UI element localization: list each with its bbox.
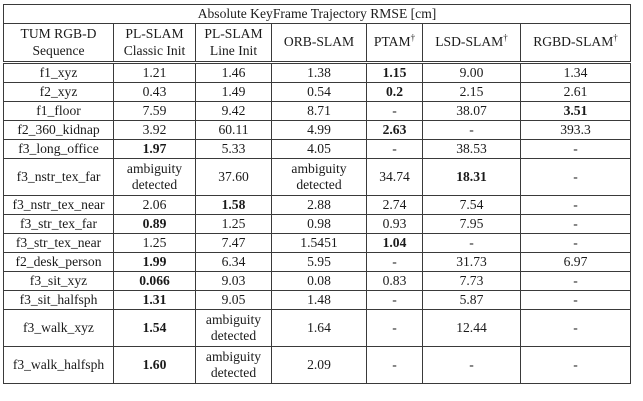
rmse-value: 38.53 xyxy=(456,141,487,156)
rmse-value: 2.09 xyxy=(307,357,331,372)
rmse-cell xyxy=(521,347,631,384)
rmse-value: 8.71 xyxy=(307,103,331,118)
table-row xyxy=(4,121,631,140)
rmse-value: 4.99 xyxy=(307,122,331,137)
table-header-row xyxy=(4,24,631,63)
sequence-name: f3_sit_halfsph xyxy=(4,291,114,310)
rmse-cell xyxy=(114,253,196,272)
sequence-name: f3_walk_halfsph xyxy=(4,347,114,384)
rmse-cell xyxy=(196,291,272,310)
rmse-value: 0.54 xyxy=(307,84,331,99)
rmse-cell xyxy=(423,196,521,215)
rmse-value: 1.60 xyxy=(142,357,167,372)
rmse-cell xyxy=(521,83,631,102)
table-title: Absolute KeyFrame Trajectory RMSE [cm] xyxy=(4,5,631,24)
column-header-line1: TUM RGB-D xyxy=(20,26,97,41)
rmse-cell xyxy=(521,159,631,196)
rmse-cell xyxy=(423,272,521,291)
rmse-value: 9.42 xyxy=(221,103,246,118)
rmse-cell xyxy=(272,234,367,253)
column-header-line1: LSD-SLAM xyxy=(435,34,504,50)
rmse-cell xyxy=(367,63,423,83)
rmse-value: 1.34 xyxy=(563,65,588,80)
rmse-cell xyxy=(114,121,196,140)
sequence-name: f2_desk_person xyxy=(4,253,114,272)
rmse-cell xyxy=(521,253,631,272)
rmse-cell xyxy=(423,102,521,121)
rmse-value: 37.60 xyxy=(218,169,249,184)
rmse-value: ambiguity xyxy=(291,161,347,176)
rmse-value: 2.74 xyxy=(382,197,407,212)
rmse-value: 0.066 xyxy=(139,273,170,288)
rmse-cell xyxy=(521,291,631,310)
rmse-cell xyxy=(423,140,521,159)
rmse-value: 60.11 xyxy=(218,122,249,137)
sequence-name: f2_xyz xyxy=(4,83,114,102)
rmse-value-line2: detected xyxy=(296,177,342,192)
sequence-name: f3_str_tex_near xyxy=(4,234,114,253)
rmse-cell xyxy=(423,121,521,140)
rmse-value: 1.54 xyxy=(142,320,167,335)
sequence-name: f3_sit_xyz xyxy=(4,272,114,291)
rmse-cell xyxy=(196,215,272,234)
rmse-value: 7.47 xyxy=(221,235,246,250)
rmse-value: 3.51 xyxy=(563,103,588,118)
rmse-value: 2.06 xyxy=(142,197,167,212)
rmse-cell xyxy=(423,310,521,347)
table-title-row xyxy=(4,5,631,24)
rmse-cell xyxy=(521,196,631,215)
rmse-value: 1.25 xyxy=(142,235,167,250)
sequence-name: f3_long_office xyxy=(4,140,114,159)
rmse-value: - xyxy=(573,320,578,335)
rmse-cell xyxy=(367,159,423,196)
rmse-table xyxy=(3,4,631,384)
rmse-cell xyxy=(196,102,272,121)
rmse-cell xyxy=(114,159,196,196)
rmse-value: 1.99 xyxy=(142,254,167,269)
table-row xyxy=(4,234,631,253)
rmse-cell xyxy=(521,63,631,83)
column-header-line2: Line Init xyxy=(209,42,258,58)
column-header-pl-slam-classic-init xyxy=(114,24,196,63)
rmse-cell xyxy=(272,121,367,140)
rmse-value: 2.63 xyxy=(382,122,407,137)
table-row xyxy=(4,83,631,102)
rmse-value: 9.03 xyxy=(221,273,246,288)
table-row xyxy=(4,140,631,159)
column-header-line1: PL-SLAM xyxy=(204,26,263,41)
rmse-cell xyxy=(521,215,631,234)
rmse-cell xyxy=(114,102,196,121)
rmse-cell xyxy=(114,140,196,159)
rmse-value: 1.25 xyxy=(221,216,246,231)
rmse-value: - xyxy=(573,357,578,372)
rmse-value: 31.73 xyxy=(456,254,487,269)
rmse-value: 1.58 xyxy=(221,197,246,212)
rmse-cell xyxy=(521,272,631,291)
rmse-value: 12.44 xyxy=(456,320,487,335)
rmse-cell xyxy=(272,140,367,159)
table-row xyxy=(4,215,631,234)
table-row xyxy=(4,63,631,83)
rmse-cell xyxy=(272,310,367,347)
rmse-cell xyxy=(196,347,272,384)
rmse-value: - xyxy=(392,357,397,372)
dagger-mark: † xyxy=(503,32,508,43)
column-header-line1: ORB-SLAM xyxy=(283,34,355,50)
rmse-value: 1.15 xyxy=(382,65,407,80)
rmse-cell xyxy=(521,310,631,347)
rmse-cell xyxy=(521,102,631,121)
rmse-cell xyxy=(272,83,367,102)
rmse-value: 5.87 xyxy=(459,292,484,307)
rmse-cell xyxy=(423,83,521,102)
rmse-value: - xyxy=(392,292,397,307)
rmse-value: 5.33 xyxy=(221,141,246,156)
rmse-cell xyxy=(196,310,272,347)
rmse-cell xyxy=(196,159,272,196)
sequence-name: f1_floor xyxy=(4,102,114,121)
rmse-value: 1.5451 xyxy=(300,235,338,250)
rmse-value: 1.21 xyxy=(142,65,167,80)
sequence-name: f3_nstr_tex_far xyxy=(4,159,114,196)
rmse-value: - xyxy=(573,216,578,231)
column-header-tum-rgb-d-sequence xyxy=(4,24,114,63)
rmse-cell xyxy=(423,215,521,234)
dagger-mark: † xyxy=(613,32,618,43)
column-header-line1: PTAM xyxy=(373,34,411,50)
rmse-cell xyxy=(367,291,423,310)
rmse-value: 4.05 xyxy=(307,141,331,156)
rmse-value: 7.95 xyxy=(459,216,484,231)
column-header-ptam xyxy=(367,24,423,63)
rmse-value: 393.3 xyxy=(560,122,591,137)
column-header-line1: PL-SLAM xyxy=(125,26,184,41)
rmse-cell xyxy=(114,310,196,347)
rmse-value: 1.46 xyxy=(221,65,246,80)
rmse-value: 7.54 xyxy=(459,197,484,212)
rmse-cell xyxy=(367,196,423,215)
rmse-value-line2: detected xyxy=(210,365,257,380)
rmse-cell xyxy=(272,253,367,272)
rmse-value: 1.48 xyxy=(307,292,331,307)
rmse-cell xyxy=(521,121,631,140)
rmse-cell xyxy=(423,159,521,196)
rmse-cell xyxy=(114,291,196,310)
rmse-value: - xyxy=(573,141,578,156)
rmse-cell xyxy=(196,234,272,253)
table-row xyxy=(4,159,631,196)
rmse-cell xyxy=(272,272,367,291)
rmse-value: 2.15 xyxy=(459,84,484,99)
table-row xyxy=(4,291,631,310)
rmse-value: - xyxy=(469,357,474,372)
rmse-cell xyxy=(423,63,521,83)
rmse-value: 6.34 xyxy=(221,254,246,269)
rmse-cell xyxy=(114,83,196,102)
rmse-value: 9.00 xyxy=(459,65,484,80)
rmse-cell xyxy=(423,347,521,384)
rmse-cell xyxy=(367,102,423,121)
sequence-name: f1_xyz xyxy=(4,63,114,83)
rmse-cell xyxy=(272,215,367,234)
rmse-cell xyxy=(196,121,272,140)
rmse-cell xyxy=(272,102,367,121)
rmse-value: 0.83 xyxy=(382,273,407,288)
rmse-value: 1.31 xyxy=(142,292,167,307)
rmse-cell xyxy=(272,196,367,215)
rmse-value: - xyxy=(392,103,397,118)
column-header-line2: Sequence xyxy=(32,42,85,58)
sequence-name: f3_str_tex_far xyxy=(4,215,114,234)
rmse-value: - xyxy=(469,235,474,250)
rmse-value: 1.64 xyxy=(307,320,331,335)
rmse-cell xyxy=(272,291,367,310)
sequence-name: f2_360_kidnap xyxy=(4,121,114,140)
rmse-value: - xyxy=(573,197,578,212)
rmse-value: 2.88 xyxy=(307,197,331,212)
rmse-cell xyxy=(367,310,423,347)
rmse-value: 5.95 xyxy=(307,254,331,269)
table-row xyxy=(4,347,631,384)
rmse-cell xyxy=(367,347,423,384)
rmse-value: 38.07 xyxy=(456,103,487,118)
rmse-value: 1.38 xyxy=(307,65,331,80)
rmse-cell xyxy=(272,159,367,196)
rmse-value: - xyxy=(573,292,578,307)
rmse-cell xyxy=(196,63,272,83)
rmse-value: - xyxy=(573,169,578,184)
rmse-value: ambiguity xyxy=(205,312,262,327)
rmse-cell xyxy=(196,253,272,272)
rmse-value-line2: detected xyxy=(131,177,178,192)
table-row xyxy=(4,196,631,215)
rmse-value: 6.97 xyxy=(563,254,588,269)
rmse-value: 0.43 xyxy=(142,84,167,99)
rmse-cell xyxy=(114,234,196,253)
table-row xyxy=(4,253,631,272)
rmse-value: 1.04 xyxy=(382,235,407,250)
rmse-cell xyxy=(367,253,423,272)
table-body xyxy=(4,63,631,384)
rmse-value: - xyxy=(392,254,397,269)
rmse-value: ambiguity xyxy=(126,161,183,176)
rmse-cell xyxy=(367,272,423,291)
results-table-container xyxy=(3,4,631,384)
rmse-cell xyxy=(114,215,196,234)
rmse-cell xyxy=(272,63,367,83)
rmse-cell xyxy=(196,196,272,215)
table-row xyxy=(4,272,631,291)
rmse-cell xyxy=(196,83,272,102)
rmse-cell xyxy=(367,121,423,140)
rmse-cell xyxy=(521,234,631,253)
rmse-cell xyxy=(114,63,196,83)
rmse-cell xyxy=(423,234,521,253)
rmse-value: - xyxy=(573,235,578,250)
rmse-value: 3.92 xyxy=(142,122,167,137)
column-header-lsd-slam xyxy=(423,24,521,63)
rmse-value: 0.98 xyxy=(307,216,331,231)
rmse-cell xyxy=(367,215,423,234)
rmse-cell xyxy=(367,83,423,102)
rmse-cell xyxy=(114,347,196,384)
rmse-value: ambiguity xyxy=(205,349,262,364)
rmse-cell xyxy=(367,234,423,253)
rmse-value: 9.05 xyxy=(221,292,246,307)
column-header-line1: RGBD-SLAM xyxy=(533,34,614,50)
column-header-line2: Classic Init xyxy=(123,42,186,58)
table-row xyxy=(4,102,631,121)
rmse-value: 7.73 xyxy=(459,273,484,288)
rmse-value: 2.61 xyxy=(563,84,588,99)
rmse-value: 7.59 xyxy=(142,103,167,118)
dagger-mark: † xyxy=(410,32,416,43)
rmse-value: 1.97 xyxy=(142,141,167,156)
rmse-cell xyxy=(114,272,196,291)
rmse-value: - xyxy=(392,141,397,156)
rmse-cell xyxy=(196,140,272,159)
rmse-cell xyxy=(272,347,367,384)
rmse-cell xyxy=(114,196,196,215)
rmse-value: 0.93 xyxy=(382,216,407,231)
rmse-value-line2: detected xyxy=(210,328,257,343)
rmse-cell xyxy=(196,272,272,291)
rmse-value: 1.49 xyxy=(221,84,246,99)
rmse-value: - xyxy=(469,122,474,137)
rmse-cell xyxy=(367,140,423,159)
rmse-cell xyxy=(521,140,631,159)
rmse-value: 18.31 xyxy=(456,169,487,184)
rmse-value: 34.74 xyxy=(379,169,410,184)
rmse-value: 0.2 xyxy=(386,84,403,99)
table-row xyxy=(4,310,631,347)
rmse-cell xyxy=(423,253,521,272)
column-header-rgbd-slam xyxy=(521,24,631,63)
rmse-cell xyxy=(423,291,521,310)
column-header-pl-slam-line-init xyxy=(196,24,272,63)
column-header-orb-slam xyxy=(272,24,367,63)
rmse-value: 0.08 xyxy=(307,273,331,288)
sequence-name: f3_walk_xyz xyxy=(4,310,114,347)
rmse-value: - xyxy=(392,320,397,335)
rmse-value: - xyxy=(573,273,578,288)
sequence-name: f3_nstr_tex_near xyxy=(4,196,114,215)
rmse-value: 0.89 xyxy=(142,216,167,231)
